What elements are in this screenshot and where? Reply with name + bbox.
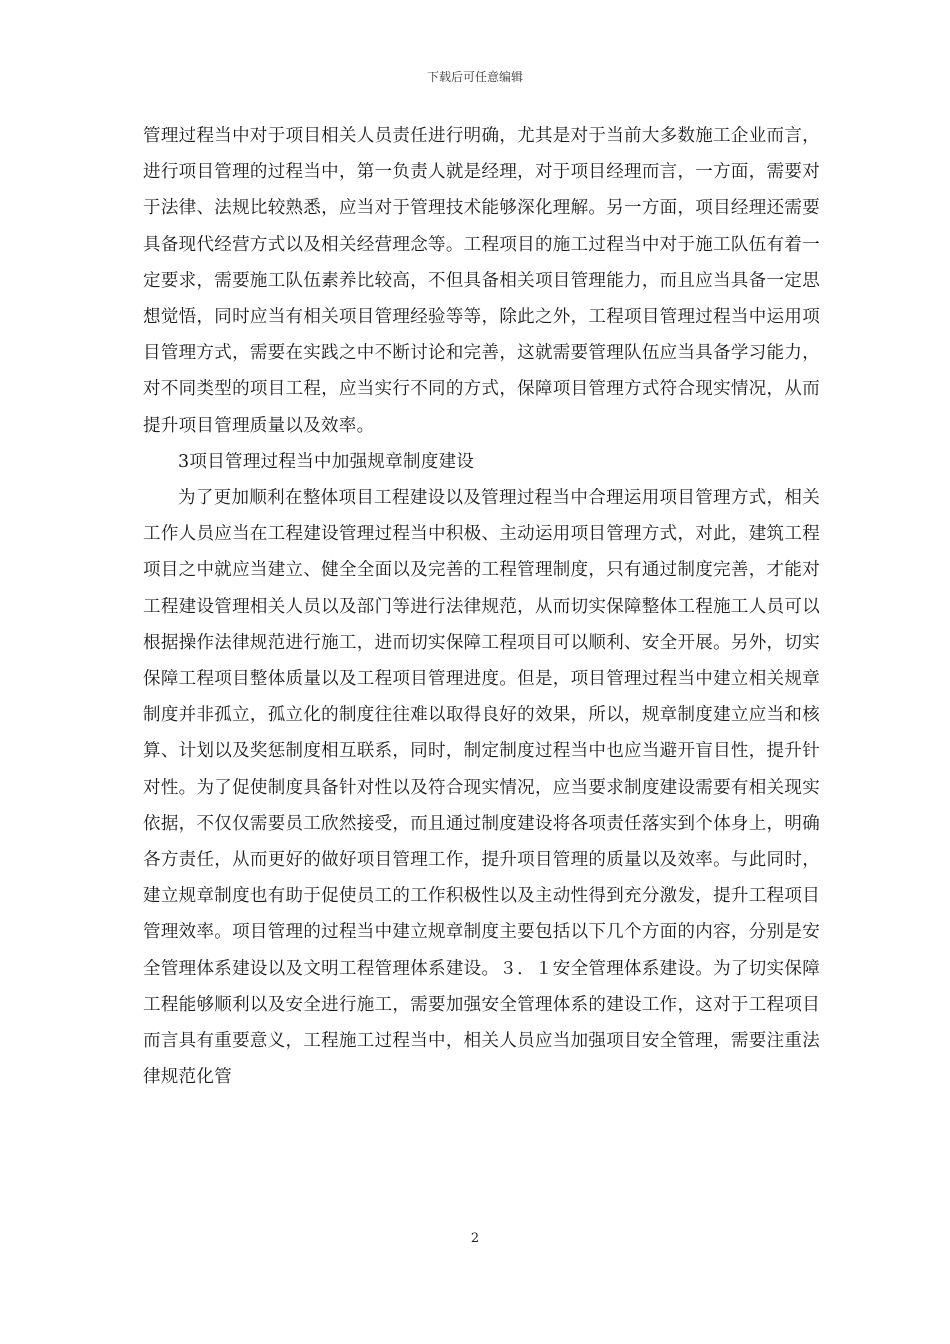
page-header: 下载后可任意编辑 [426, 70, 523, 84]
page-number: 2 [470, 1231, 480, 1246]
body-paragraph: 管理过程当中对于项目相关人员责任进行明确，尤其是对于当前大多数施工企业而言，进行项目管理的过程当中，第一负责人就是经理，对于项目经理而言，一方面，需要对于法律、法规比较熟悉，应当对于管理技术能够深化理解。另一方面，项目经理还需要具备现代经营方式以及相关经营理念等。工程项目的施工过程当中对于施工队伍有着一定要求，需要施工队伍素养比较高，不但具备相关项目管理能力，而且应当具备一定思想觉悟，同时应当有相关项目管理经验等等，除此之外，工程项目管理过程当中运用项目管理方式，需要在实践之中不断讨论和完善，这就需要管理队伍应当具备学习能力，对不同类型的项目工程，应当实行不同的方式，保障项目管理方式符合现实情况，从而提升项目管理质量以及效率。 [143, 126, 820, 436]
body-paragraph: 为了更加顺利在整体项目工程建设以及管理过程当中合理运用项目管理方式，相关工作人员应当在工程建设管理过程当中积极、主动运用项目管理方式，对此，建筑工程项目之中就应当建立、健全全面以及完善的工程管理制度，只有通过制度完善，才能对工程建设管理相关人员以及部门等进行法律规范，从而切实保障整体工程施工人员可以根据操作法律规范进行施工，进而切实保障工程项目可以顺利、安全开展。另外，切实保障工程项目整体质量以及工程项目管理进度。但是，项目管理过程当中建立相关规章制度并非孤立，孤立化的制度往往难以取得良好的效果，所以，规章制度建立应当和核算、计划以及奖惩制度相互联系，同时，制定制度过程当中也应当避开盲目性，提升针对性。为了促使制度具备针对性以及符合现实情况，应当要求制度建设需要有相关现实依据，不仅仅需要员工欣然接受，而且通过制度建设将各项责任落实到个体身上，明确各方责任，从而更好的做好项目管理工作，提升项目管理的质量以及效率。与此同时，建立规章制度也有助于促使员工的工作积极性以及主动性得到充分激发，提升工程项目管理效率。项目管理的过程当中建立规章制度主要包括以下几个方面的内容，分别是安全管理体系建设以及文明工程管理体系建设。３．１安全管理体系建设。为了切实保障工程能够顺利以及安全进行施工，需要加强安全管理体系的建设工作，这对于工程项目而言具有重要意义，工程施工过程当中，相关人员应当加强项目安全管理，需要注重法律规范化管 [143, 488, 820, 1088]
section-heading: 3项目管理过程当中加强规章制度建设 [178, 451, 475, 472]
document-body [143, 118, 820, 1095]
